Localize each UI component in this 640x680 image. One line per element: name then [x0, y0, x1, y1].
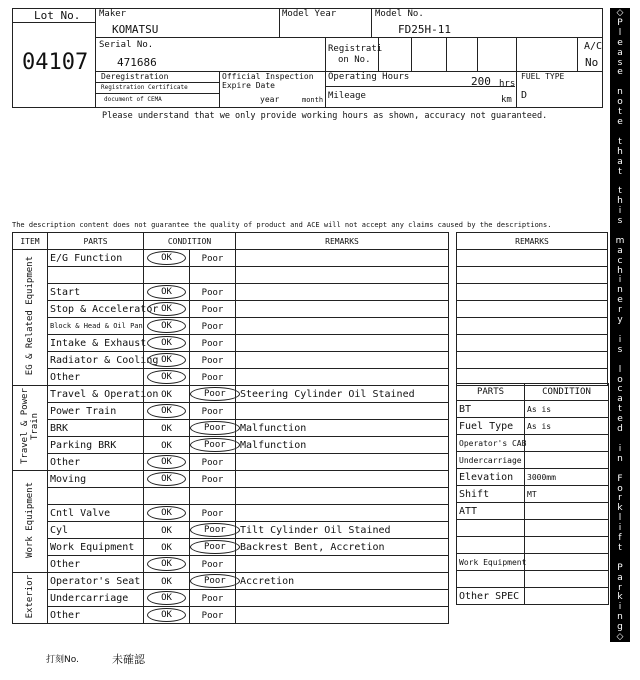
remark [236, 590, 449, 607]
remark: Malfunction [236, 437, 449, 454]
model-no-label: Model No. [375, 9, 424, 19]
table-row [13, 505, 449, 522]
condition-ok: OK [147, 302, 186, 316]
spec-row [457, 452, 609, 469]
condition-poor-cell [190, 454, 236, 471]
condition-poor-cell [190, 505, 236, 522]
table-row [13, 335, 449, 352]
spec-part: Other SPEC [457, 588, 525, 605]
condition-ok-cell [144, 352, 190, 369]
remark: Accretion [236, 573, 449, 590]
part-name: Other [48, 556, 144, 573]
serial-no-value: 471686 [117, 56, 157, 69]
remarks-cell [457, 335, 608, 352]
part-name: Intake & Exhaust [48, 335, 144, 352]
spec-part: Fuel Type [457, 418, 525, 435]
remark [236, 556, 449, 573]
condition-ok: OK [147, 285, 186, 299]
condition-poor: Poor [190, 540, 240, 554]
condition-ok: OK [161, 576, 172, 587]
condition-ok-cell [144, 250, 190, 267]
spec-condition [525, 537, 609, 554]
header-remarks: REMARKS [236, 233, 449, 250]
condition-ok: OK [161, 440, 172, 451]
part-name [48, 488, 144, 505]
stamp-no-value: 未確認 [112, 653, 145, 666]
remark [236, 471, 449, 488]
disclaimer: The description content does not guarantee the quality of product and ACE will not accept any claims caused by the descriptions. [12, 221, 552, 229]
condition-ok-cell [144, 335, 190, 352]
table-row [13, 471, 449, 488]
part-name: Travel & Operation [48, 386, 144, 403]
condition-ok-cell [144, 369, 190, 386]
spec-condition [525, 554, 609, 571]
remark: Tilt Cylinder Oil Stained [236, 522, 449, 539]
table-row [13, 386, 449, 403]
spec-row [457, 588, 609, 605]
remarks-row [457, 301, 608, 318]
table-row [13, 267, 449, 284]
table-row [13, 590, 449, 607]
condition-poor-cell [190, 488, 236, 505]
spec-part: Shift [457, 486, 525, 503]
spec-condition: 3000mm [525, 469, 609, 486]
condition-poor-cell [190, 318, 236, 335]
remarks-cell [457, 318, 608, 335]
serial-no-label: Serial No. [99, 40, 154, 50]
spec-row [457, 401, 609, 418]
remarks-row [457, 250, 608, 267]
condition-ok-cell [144, 488, 190, 505]
spec-row [457, 571, 609, 588]
condition-ok-cell [144, 556, 190, 573]
spec-part: Operator's CAB [457, 435, 525, 452]
condition-ok-cell [144, 420, 190, 437]
part-name: Other [48, 369, 144, 386]
spec-part [457, 571, 525, 588]
condition-ok: OK [161, 389, 172, 400]
ac-label: A/C [584, 41, 603, 52]
table-row [13, 352, 449, 369]
remarks-row [457, 335, 608, 352]
spec-header-row [457, 384, 609, 401]
condition-ok: OK [147, 319, 186, 333]
part-name: Operator's Seat [48, 573, 144, 590]
table-row [13, 250, 449, 267]
condition-poor: Poor [201, 287, 224, 298]
condition-poor: Poor [201, 457, 224, 468]
condition-ok-cell [144, 403, 190, 420]
condition-poor-cell [190, 352, 236, 369]
spec-parts-table [456, 383, 609, 605]
condition-poor: Poor [190, 387, 240, 401]
condition-ok-cell [144, 522, 190, 539]
condition-poor-cell [190, 556, 236, 573]
condition-poor-cell [190, 420, 236, 437]
ac-value: No [585, 56, 599, 69]
condition-ok: OK [147, 557, 186, 571]
remarks-cell [457, 352, 608, 369]
table-row [13, 437, 449, 454]
condition-ok: OK [161, 423, 172, 434]
condition-poor-cell [190, 437, 236, 454]
condition-ok-cell [144, 505, 190, 522]
spec-row [457, 503, 609, 520]
condition-poor-cell [190, 335, 236, 352]
spec-row [457, 554, 609, 571]
spec-row [457, 435, 609, 452]
condition-ok-cell [144, 318, 190, 335]
condition-poor-cell [190, 539, 236, 556]
item-group-label: Travel & Power Train [20, 388, 40, 465]
condition-poor: Poor [201, 474, 224, 485]
condition-poor: Poor [190, 574, 240, 588]
remark [236, 301, 449, 318]
spec-condition [525, 452, 609, 469]
part-name: Other [48, 454, 144, 471]
part-name: Cyl [48, 522, 144, 539]
part-name [48, 267, 144, 284]
condition-ok: OK [147, 370, 186, 384]
mileage-label: Mileage [328, 91, 366, 101]
fuel-type-value: D [521, 90, 528, 101]
part-name: Start [48, 284, 144, 301]
document-cema-label: document of CEMA [104, 96, 162, 103]
remarks-cell [457, 301, 608, 318]
header-condition: CONDITION [144, 233, 236, 250]
part-name: Work Equipment [48, 539, 144, 556]
remarks-row [457, 267, 608, 284]
spec-condition: As is [525, 401, 609, 418]
condition-poor-cell [190, 284, 236, 301]
condition-poor-cell [190, 369, 236, 386]
inspection-table [12, 232, 449, 624]
remark: Backrest Bent, Accretion [236, 539, 449, 556]
part-name: Other [48, 607, 144, 624]
part-name: Moving [48, 471, 144, 488]
condition-ok-cell [144, 539, 190, 556]
condition-poor-cell [190, 607, 236, 624]
condition-ok-cell [144, 573, 190, 590]
condition-poor-cell [190, 267, 236, 284]
remark [236, 369, 449, 386]
condition-poor: Poor [201, 321, 224, 332]
condition-ok-cell [144, 454, 190, 471]
item-group-label: Work Equipment [25, 482, 35, 558]
spec-condition [525, 588, 609, 605]
remark: Steering Cylinder Oil Stained [236, 386, 449, 403]
year-label: year [260, 95, 280, 104]
right-remarks-header: REMARKS [457, 233, 608, 250]
remark [236, 488, 449, 505]
remark [236, 607, 449, 624]
remark [236, 454, 449, 471]
registration-label-1: Registrati [328, 44, 383, 54]
hours-notice: Please understand that we only provide working hours as shown, accuracy not guaranteed. [102, 111, 548, 121]
part-name: BRK [48, 420, 144, 437]
location-notice-sidebar: ◇ P l e a s e n o t e t h a t t h i s m a c h i n e r y i s l o c a t e d i n F o r k l i f t P a r k i n g ◇ [610, 8, 630, 642]
part-name: E/G Function [48, 250, 144, 267]
table-row [13, 454, 449, 471]
condition-poor: Poor [201, 372, 224, 383]
condition-poor: Poor [190, 523, 240, 537]
table-row [13, 556, 449, 573]
spec-condition: As is [525, 418, 609, 435]
registration-label-2: on No. [338, 55, 371, 65]
part-name: Parking BRK [48, 437, 144, 454]
km-unit: km [501, 95, 512, 105]
official-inspection-label: Official Inspection [222, 72, 314, 81]
table-row [13, 488, 449, 505]
condition-ok: OK [161, 525, 172, 536]
spec-row [457, 418, 609, 435]
spec-condition [525, 520, 609, 537]
condition-ok-cell [144, 301, 190, 318]
condition-ok-cell [144, 607, 190, 624]
condition-ok-cell [144, 437, 190, 454]
table-row [13, 573, 449, 590]
month-label: month [302, 96, 324, 104]
spec-header-parts: PARTS [457, 384, 525, 401]
condition-ok: OK [161, 542, 172, 553]
condition-poor-cell [190, 403, 236, 420]
part-name: Undercarriage [48, 590, 144, 607]
model-no-value: FD25H-11 [398, 23, 451, 36]
header-item: ITEM [13, 233, 48, 250]
condition-ok: OK [147, 472, 186, 486]
remarks-cell [457, 250, 608, 267]
spec-part: Work Equipment [457, 554, 525, 571]
condition-poor: Poor [201, 593, 224, 604]
condition-poor: Poor [201, 304, 224, 315]
remarks-row [457, 284, 608, 301]
remark [236, 505, 449, 522]
condition-poor: Poor [201, 610, 224, 621]
spec-condition [525, 435, 609, 452]
remark [236, 403, 449, 420]
lot-no-label: Lot No. [34, 9, 81, 22]
condition-ok: OK [147, 404, 186, 418]
part-name: Block & Head & Oil Pan [48, 318, 144, 335]
header-parts: PARTS [48, 233, 144, 250]
remark [236, 267, 449, 284]
registration-certificate-label: Registration Certificate [101, 84, 188, 91]
condition-ok: OK [147, 455, 186, 469]
part-name: Stop & Accelerator [48, 301, 144, 318]
condition-poor-cell [190, 301, 236, 318]
part-name: Cntl Valve [48, 505, 144, 522]
condition-poor-cell [190, 250, 236, 267]
condition-poor-cell [190, 471, 236, 488]
condition-poor: Poor [201, 253, 224, 264]
spec-row [457, 537, 609, 554]
condition-ok: OK [147, 506, 186, 520]
spec-condition [525, 503, 609, 520]
deregistration-label: Deregistration [101, 72, 169, 81]
hrs-unit: hrs [499, 79, 516, 89]
maker-label: Maker [99, 9, 127, 19]
condition-poor-cell [190, 573, 236, 590]
item-group-cell [13, 471, 48, 573]
condition-ok: OK [147, 251, 186, 265]
stamp-no-label: 打刻No. [46, 655, 79, 665]
table-row [13, 301, 449, 318]
item-group-label: EG & Related Equipment [25, 256, 35, 376]
operating-hours-label: Operating Hours [328, 72, 410, 82]
condition-ok-cell [144, 284, 190, 301]
condition-poor: Poor [201, 355, 224, 366]
item-group-label: Exterior [25, 574, 35, 619]
condition-poor: Poor [201, 406, 224, 417]
table-row [13, 607, 449, 624]
spec-part [457, 537, 525, 554]
remark [236, 284, 449, 301]
condition-poor: Poor [201, 338, 224, 349]
condition-poor-cell [190, 386, 236, 403]
spec-part [457, 520, 525, 537]
maker-value: KOMATSU [112, 23, 159, 36]
remarks-row [457, 318, 608, 335]
part-name: Radiator & Cooling [48, 352, 144, 369]
remarks-row [457, 352, 608, 369]
table-row [13, 369, 449, 386]
condition-poor-cell [190, 590, 236, 607]
remark [236, 318, 449, 335]
condition-poor: Poor [201, 508, 224, 519]
operating-hours-value: 200 [471, 75, 491, 88]
table-row [13, 403, 449, 420]
condition-ok: OK [147, 336, 186, 350]
table-header-row [13, 233, 449, 250]
remark [236, 250, 449, 267]
remarks-table [456, 232, 608, 386]
condition-poor: Poor [190, 438, 240, 452]
remark [236, 335, 449, 352]
spec-part: Elevation [457, 469, 525, 486]
spec-row [457, 469, 609, 486]
table-row [13, 522, 449, 539]
condition-poor: Poor [190, 421, 240, 435]
condition-poor-cell [190, 522, 236, 539]
spec-part: BT [457, 401, 525, 418]
fuel-type-label: FUEL TYPE [521, 72, 565, 81]
spec-part: Undercarriage [457, 452, 525, 469]
remarks-cell [457, 267, 608, 284]
lot-no-value: 04107 [22, 50, 89, 75]
table-row [13, 318, 449, 335]
item-group-cell [13, 573, 48, 624]
condition-ok-cell [144, 267, 190, 284]
part-name: Power Train [48, 403, 144, 420]
spec-part: ATT [457, 503, 525, 520]
table-row [13, 539, 449, 556]
remark [236, 352, 449, 369]
item-group-cell [13, 250, 48, 386]
remark: Malfunction [236, 420, 449, 437]
model-year-label: Model Year [282, 9, 337, 19]
spec-header-condition: CONDITION [525, 384, 609, 401]
spec-row [457, 486, 609, 503]
spec-row [457, 520, 609, 537]
expire-date-label: Expire Date [222, 81, 275, 90]
condition-ok: OK [147, 353, 186, 367]
table-row [13, 420, 449, 437]
condition-ok-cell [144, 590, 190, 607]
condition-ok: OK [147, 591, 186, 605]
item-group-cell [13, 386, 48, 471]
table-row [13, 284, 449, 301]
remarks-cell [457, 284, 608, 301]
condition-ok: OK [147, 608, 186, 622]
spec-condition [525, 571, 609, 588]
condition-ok-cell [144, 471, 190, 488]
spec-condition: MT [525, 486, 609, 503]
condition-poor: Poor [201, 559, 224, 570]
